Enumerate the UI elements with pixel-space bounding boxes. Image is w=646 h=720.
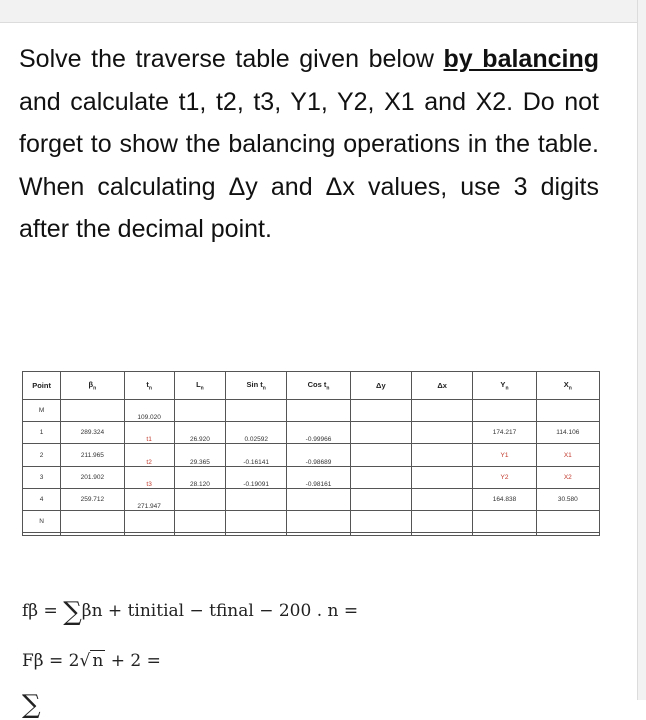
- header-beta: $\beta_n$: [61, 372, 124, 400]
- t-cell: 271.947: [124, 488, 174, 510]
- table-row: [23, 488, 600, 510]
- point-cell: 3: [23, 466, 61, 488]
- point-cell: 4: [23, 488, 61, 510]
- x-cell: X1: [536, 444, 599, 466]
- y-cell: 164.838: [473, 488, 536, 510]
- traverse-table: [22, 371, 600, 536]
- table-row: [23, 511, 600, 533]
- beta-cell: 259.712: [61, 488, 124, 510]
- table-header-row: [23, 372, 600, 400]
- l-cell: 28.120: [174, 466, 225, 488]
- point-cell: 2: [23, 444, 61, 466]
- table-row: [23, 400, 600, 422]
- y-cell: Y1: [473, 444, 536, 466]
- table-row: [23, 444, 600, 466]
- formula-tolerance: Fβ = 2√ n + 2 =: [22, 651, 161, 671]
- cos-cell: -0.99966: [287, 422, 350, 444]
- point-cell: N: [23, 511, 61, 533]
- sin-cell: -0.19091: [226, 466, 287, 488]
- header-cos: Cos $t_n$: [287, 372, 350, 400]
- header-y: $Y_n$: [473, 372, 536, 400]
- cos-cell: -0.98689: [287, 444, 350, 466]
- top-frame-bar: [0, 0, 646, 23]
- l-cell: 29.365: [174, 444, 225, 466]
- beta-cell: 201.902: [61, 466, 124, 488]
- x-cell: X2: [536, 466, 599, 488]
- formula-angular-misclosure: fβ = ∑βn + tinitial − tfinal − 200 . n =: [22, 597, 359, 627]
- cos-cell: -0.98161: [287, 466, 350, 488]
- header-sin: Sin $t_n$: [226, 372, 287, 400]
- t-cell: t3: [124, 466, 174, 488]
- sin-cell: -0.16141: [226, 444, 287, 466]
- question-part2: and calculate t1, t2, t3, Y1, Y2, X1 and X2. Do not forget to show the balancing operations in the table. When calculating Δy and Δx values, use 3 digits after the decimal point.: [19, 87, 599, 243]
- t-cell: t1: [124, 422, 174, 444]
- header-point: Point: [23, 372, 61, 400]
- question-text: [19, 38, 599, 251]
- table-row: [23, 466, 600, 488]
- t-cell: t2: [124, 444, 174, 466]
- beta-cell: 211.965: [61, 444, 124, 466]
- beta-cell: 289.324: [61, 422, 124, 444]
- y-cell: 174.217: [473, 422, 536, 444]
- sin-cell: 0.02592: [226, 422, 287, 444]
- l-cell: 26.920: [174, 422, 225, 444]
- x-cell: 30.580: [536, 488, 599, 510]
- point-cell: 1: [23, 422, 61, 444]
- header-t: $t_n$: [124, 372, 174, 400]
- header-dy: Δy: [350, 372, 411, 400]
- t-cell: 109.020: [124, 400, 174, 422]
- header-x: $X_n$: [536, 372, 599, 400]
- x-cell: 114.106: [536, 422, 599, 444]
- header-l: $L_n$: [174, 372, 225, 400]
- point-cell: M: [23, 400, 61, 422]
- question-bold-by-balancing: by balancing: [443, 45, 599, 73]
- question-part1: Solve the traverse table given below: [19, 45, 444, 73]
- y-cell: Y2: [473, 466, 536, 488]
- header-dx: Δx: [411, 372, 472, 400]
- table-row: [23, 533, 600, 536]
- right-frame-bar: [637, 0, 646, 700]
- formula-partial-sigma: ∑: [22, 690, 41, 720]
- table-row: [23, 422, 600, 444]
